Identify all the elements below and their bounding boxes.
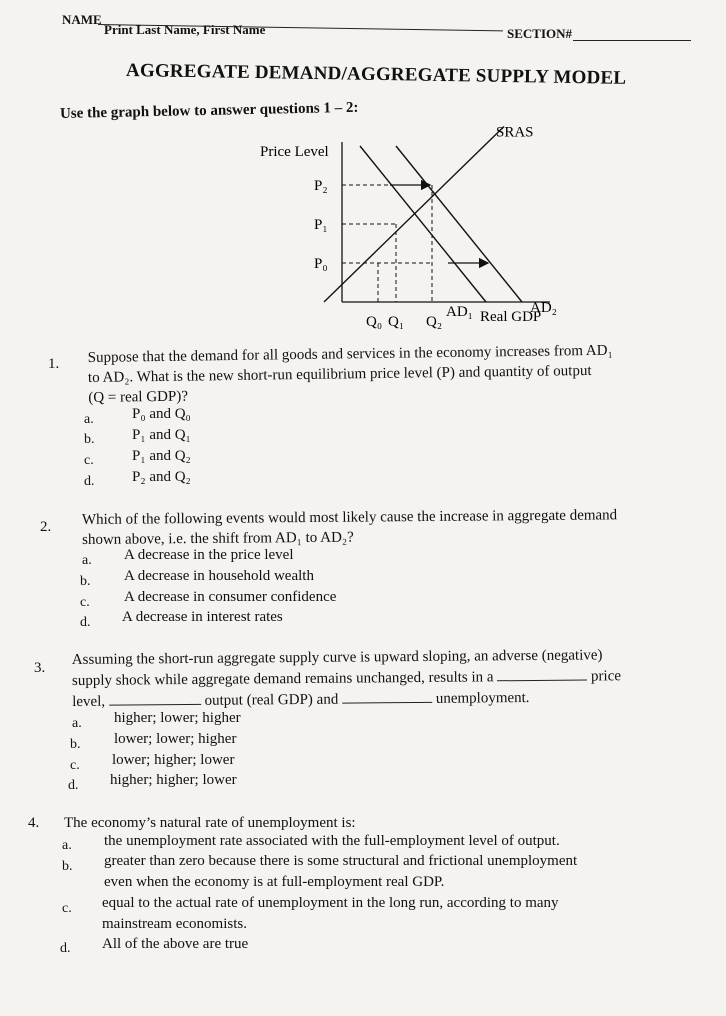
option-letter: c. <box>62 901 72 916</box>
question-line: shown above, i.e. the shift from AD₁ to AD₂? <box>82 529 354 548</box>
question-number: 3. <box>34 660 46 676</box>
option-letter: b. <box>70 737 81 752</box>
option-letter: d. <box>80 615 91 630</box>
option-text[interactable]: greater than zero because there is some structural and frictional unemployment <box>104 853 578 869</box>
question-fragment: level, <box>72 693 106 710</box>
reference-lines <box>342 185 432 302</box>
y-axis-label: Price Level <box>260 144 329 160</box>
question-number: 4. <box>28 815 40 831</box>
ad-as-graph <box>250 124 570 336</box>
option-text[interactable]: A decrease in household wealth <box>124 568 314 584</box>
option-letter: c. <box>70 758 80 773</box>
option-text-continued: even when the economy is at full-employment real GDP. <box>104 874 445 890</box>
y-tick-label: P₁ <box>314 217 328 233</box>
question-fragment: supply shock while aggregate demand remains unchanged, results in a <box>71 669 494 689</box>
answer-blank[interactable] <box>497 666 587 682</box>
option-text[interactable]: A decrease in consumer confidence <box>124 589 337 605</box>
option-letter: a. <box>82 553 92 568</box>
question-4-text: The economy’s natural rate of unemployment is: <box>64 815 356 831</box>
x-tick-label: Q₀ <box>366 314 383 330</box>
question-line: Which of the following events would most likely cause the increase in aggregate demand <box>81 507 618 529</box>
instructions: Use the graph below to answer questions 1 – 2: <box>59 99 359 122</box>
option-letter: b. <box>80 574 91 589</box>
option-letter: d. <box>68 778 79 793</box>
option-letter: a. <box>84 412 94 427</box>
question-number: 1. <box>48 356 60 372</box>
section-line[interactable] <box>573 40 691 41</box>
question-fragment: price <box>590 668 622 685</box>
tick-labels <box>314 178 442 330</box>
curve-label: SRAS <box>496 124 534 141</box>
option-text[interactable]: All of the above are true <box>102 936 249 952</box>
option-letter: a. <box>62 838 72 853</box>
option-text-continued: mainstream economists. <box>102 916 247 932</box>
x-tick-label: Q₁ <box>388 314 405 330</box>
name-hint: Print Last Name, First Name <box>104 22 266 37</box>
question-3-text <box>72 645 622 712</box>
answer-blank[interactable] <box>109 690 201 706</box>
option-letter: a. <box>72 716 82 731</box>
option-text[interactable]: lower; higher; lower <box>112 752 235 768</box>
option-text[interactable]: A decrease in interest rates <box>122 609 283 625</box>
option-letter: c. <box>84 453 94 468</box>
option-text[interactable]: the unemployment rate associated with the full-employment level of output. <box>104 833 560 849</box>
option-text[interactable]: lower; lower; higher <box>114 731 237 747</box>
answer-blank[interactable] <box>342 688 432 704</box>
option-text[interactable]: P₂ and Q₂ <box>132 469 191 485</box>
option-letter: c. <box>80 595 90 610</box>
option-letter: b. <box>62 859 73 874</box>
question-line: Assuming the short-run aggregate supply curve is upward sloping, an adverse (negative) <box>71 647 603 669</box>
x-tick-label: Q₂ <box>426 314 443 330</box>
question-2-text <box>82 505 618 550</box>
question-line <box>72 686 621 712</box>
option-text[interactable]: P₁ and Q₂ <box>132 448 191 464</box>
page-title: AGGREGATE DEMAND/AGGREGATE SUPPLY MODEL <box>125 60 627 89</box>
curve-label: AD₂ <box>530 300 557 316</box>
y-tick-label: P₀ <box>314 256 328 272</box>
option-letter: b. <box>84 432 95 447</box>
question-number: 2. <box>40 519 52 535</box>
question-fragment: unemployment. <box>435 690 530 707</box>
curve-label: AD₁ <box>446 304 473 320</box>
option-text[interactable]: higher; lower; higher <box>114 710 241 726</box>
name-label: NAME <box>62 12 102 27</box>
option-text[interactable]: equal to the actual rate of unemployment in the long run, according to many <box>102 895 559 911</box>
question-fragment: output (real GDP) and <box>204 691 339 709</box>
option-text[interactable]: P₁ and Q₁ <box>132 427 191 443</box>
question-line: to AD₂. What is the new short-run equilibrium price level (P) and quantity of output <box>87 362 592 386</box>
curves <box>324 125 557 321</box>
question-1-text <box>88 341 614 408</box>
section-label: SECTION# <box>507 26 573 41</box>
y-tick-label: P₂ <box>314 178 328 194</box>
option-text[interactable]: higher; higher; lower <box>110 772 237 788</box>
x-axis-label: Real GDP <box>480 309 542 325</box>
option-letter: d. <box>84 474 95 489</box>
question-line: Suppose that the demand for all goods and services in the economy increases from AD₁ <box>87 342 613 367</box>
option-text[interactable]: P₀ and Q₀ <box>132 406 191 422</box>
option-letter: d. <box>60 941 71 956</box>
curve-sras <box>324 127 504 303</box>
question-line: (Q = real GDP)? <box>88 388 189 406</box>
option-text[interactable]: A decrease in the price level <box>124 547 294 563</box>
